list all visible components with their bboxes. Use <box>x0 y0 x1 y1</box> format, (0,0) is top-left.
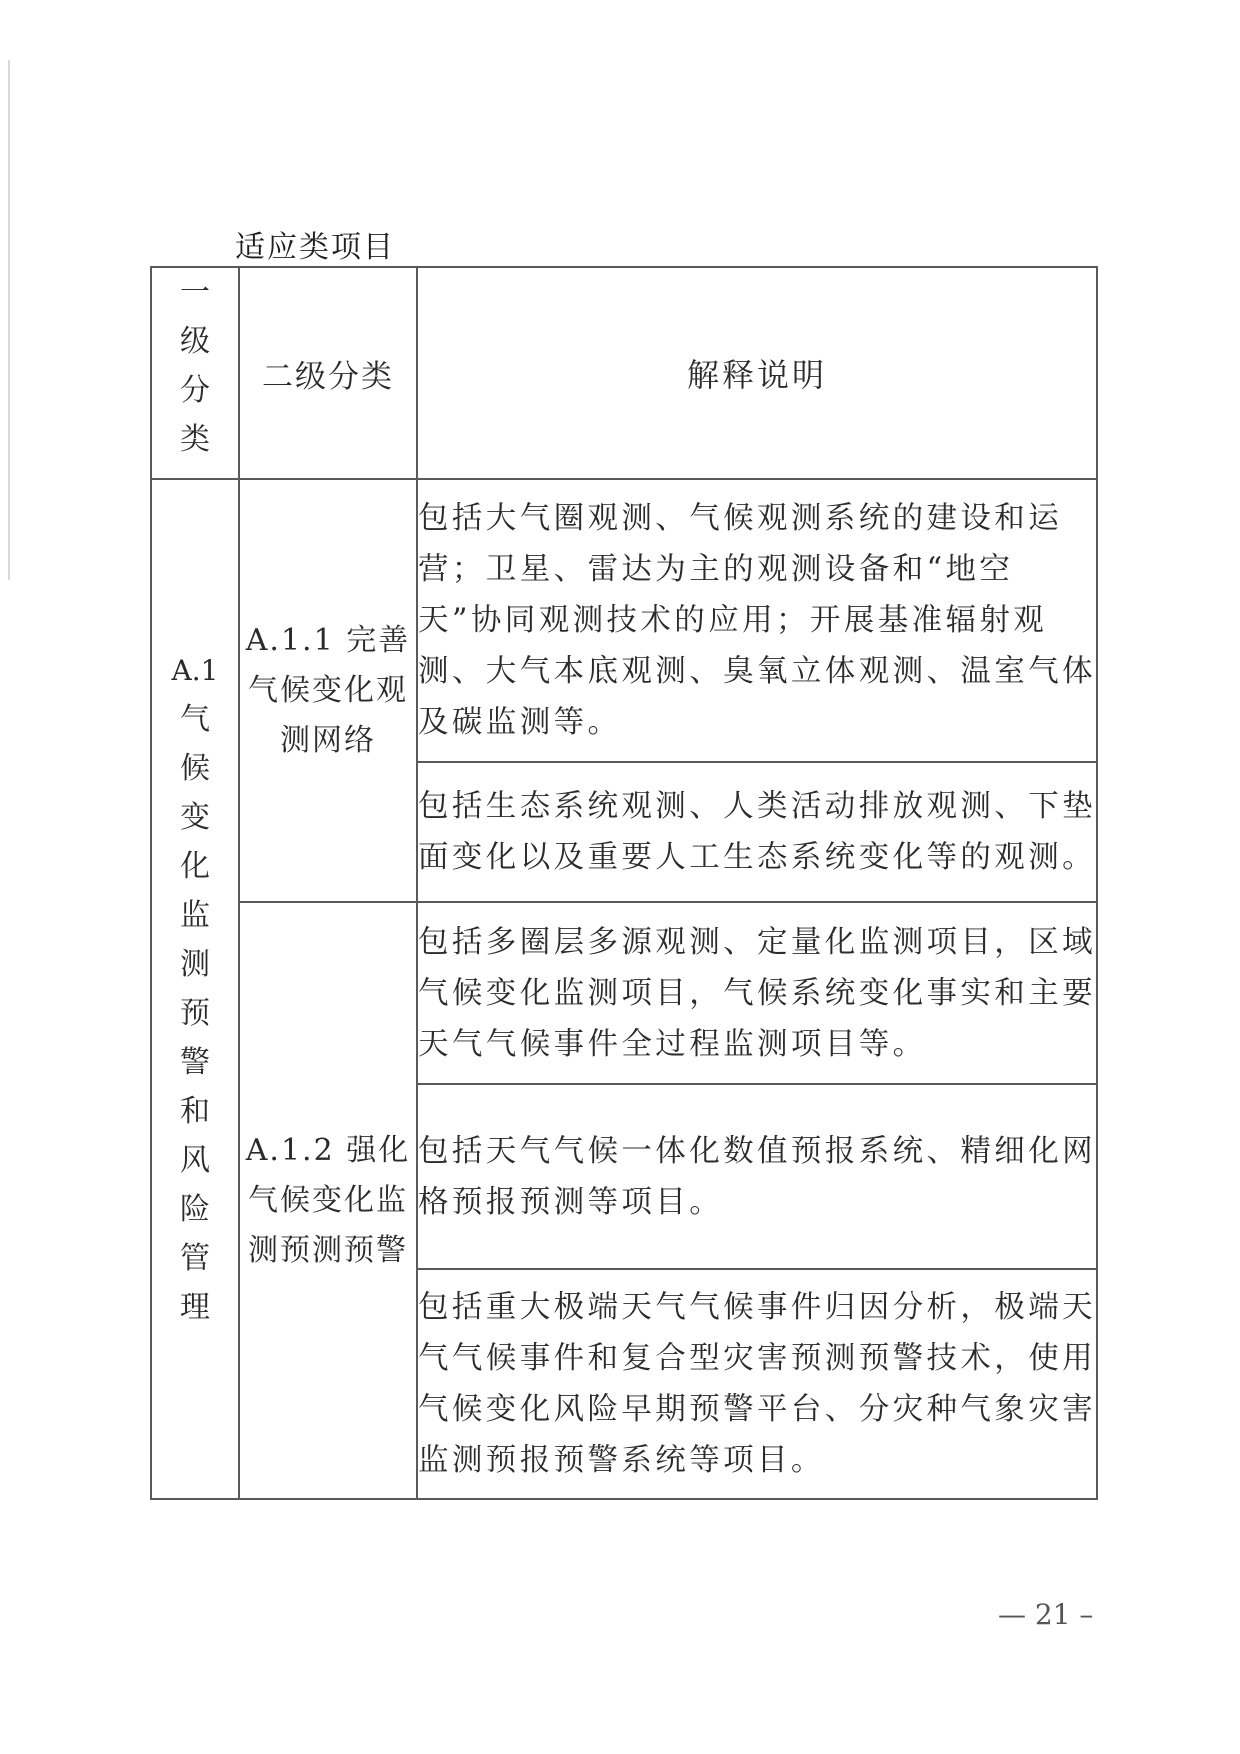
level1-cell <box>151 479 239 1499</box>
header-level1 <box>151 267 239 479</box>
level2-cell: A.1.1 完善气候变化观测网络 <box>239 479 417 902</box>
level1-char: 警 <box>180 1045 210 1080</box>
table-row <box>151 479 1097 762</box>
section-heading: 适应类项目 <box>235 230 395 265</box>
level1-char: 管 <box>180 1241 210 1276</box>
level1-char: 化 <box>180 849 210 884</box>
explanation-cell: 包括多圈层多源观测、定量化监测项目，区域气候变化监测项目，气候系统变化事实和主要天气气候事件全过程监测项目等。 <box>417 902 1097 1084</box>
level1-char: 变 <box>180 800 210 835</box>
table-row <box>151 902 1097 1084</box>
level1-char: 理 <box>180 1290 210 1325</box>
page-number: — 21 – <box>998 1598 1094 1631</box>
level1-char: 风 <box>180 1143 210 1178</box>
level1-label <box>152 646 238 1332</box>
level2-cell: A.1.2 强化气候变化监测预测预警 <box>239 902 417 1499</box>
level1-code: A.1 <box>171 654 219 687</box>
level1-char: 候 <box>180 751 210 786</box>
scan-edge-shadow <box>8 60 10 580</box>
header-explanation: 解释说明 <box>417 267 1097 479</box>
explanation-cell: 包括重大极端天气气候事件归因分析，极端天气气候事件和复合型灾害预测预警技术，使用气候变化风险早期预警平台、分灾种气象灾害监测预报预警系统等项目。 <box>417 1269 1097 1499</box>
level1-char: 测 <box>180 947 210 982</box>
header-level1-label <box>152 268 238 478</box>
level1-char: 预 <box>180 996 210 1031</box>
explanation-cell: 包括大气圈观测、气候观测系统的建设和运营；卫星、雷达为主的观测设备和“地空天”协同观测技术的应用；开展基准辐射观测、大气本底观测、臭氧立体观测、温室气体及碳监测等。 <box>417 479 1097 762</box>
level1-char: 险 <box>180 1192 210 1227</box>
level1-char: 气 <box>180 702 210 737</box>
table-header-row <box>151 267 1097 479</box>
header-level2: 二级分类 <box>239 267 417 479</box>
header-level1-char: 级 <box>180 324 210 359</box>
level1-char: 和 <box>180 1094 210 1129</box>
header-level1-char: 类 <box>180 422 210 457</box>
header-level1-char: 一 <box>180 275 210 310</box>
header-level1-char: 分 <box>180 373 210 408</box>
explanation-cell: 包括生态系统观测、人类活动排放观测、下垫面变化以及重要人工生态系统变化等的观测。 <box>417 762 1097 902</box>
explanation-cell: 包括天气气候一体化数值预报系统、精细化网格预报预测等项目。 <box>417 1084 1097 1269</box>
level1-char: 监 <box>180 898 210 933</box>
classification-table <box>150 266 1098 1500</box>
